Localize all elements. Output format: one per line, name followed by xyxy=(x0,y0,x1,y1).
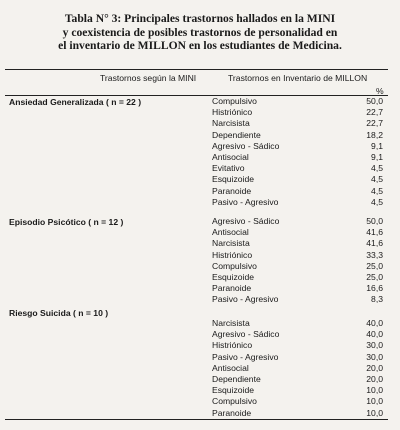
disorder-name: Compulsivo xyxy=(212,396,257,407)
percent-value: 33,3 xyxy=(366,249,383,260)
table-row xyxy=(0,216,400,227)
percent-value: 4,5 xyxy=(371,196,383,207)
group-label: Ansiedad Generalizada ( n = 22 ) xyxy=(9,97,142,107)
percent-value: 50,0 xyxy=(366,96,383,106)
percent-value: 9,1 xyxy=(371,152,383,162)
disorder-name: Dependiente xyxy=(212,374,261,384)
percent-value: 25,0 xyxy=(366,260,383,271)
percent-value: 8,3 xyxy=(371,294,383,305)
percent-value: 40,0 xyxy=(366,318,383,328)
percent-value: 40,0 xyxy=(366,329,383,340)
table-row xyxy=(0,107,400,118)
table-row xyxy=(0,96,400,107)
percent-value: 10,0 xyxy=(366,396,383,407)
table-row xyxy=(0,130,400,141)
disorder-name: Dependiente xyxy=(212,129,261,140)
percent-value: 4,5 xyxy=(371,174,383,185)
column-header-millon: Trastornos en Inventario de MILLON xyxy=(228,73,368,83)
table-row xyxy=(0,163,400,174)
table-row xyxy=(0,174,400,185)
bottom-rule xyxy=(5,419,388,420)
table-row xyxy=(0,294,400,305)
table-title-line-2: y coexistencia de posibles trastornos de personalidad en xyxy=(62,25,338,39)
disorder-name: Paranoide xyxy=(212,185,252,196)
percent-value: 41,6 xyxy=(366,227,383,238)
table-title-line-1: Tabla N° 3: Principales trastornos hallados en la MINI xyxy=(64,12,336,25)
table-row xyxy=(0,363,400,374)
percent-value: 9,1 xyxy=(371,140,383,151)
disorder-name: Paranoide xyxy=(212,407,252,418)
percent-value: 4,5 xyxy=(371,163,383,174)
percent-value: 20,0 xyxy=(366,374,383,384)
column-header-mini: Trastornos según la MINI xyxy=(100,73,197,83)
table-row xyxy=(0,118,400,129)
group-label: Episodio Psicótico ( n = 12 ) xyxy=(9,217,124,227)
table-row xyxy=(0,152,400,163)
table-row xyxy=(0,250,400,261)
disorder-name: Agresivo - Sádico xyxy=(212,216,280,226)
percent-value: 20,0 xyxy=(366,362,383,373)
table-row xyxy=(0,283,400,294)
disorder-name: Antisocial xyxy=(212,362,249,373)
table-row xyxy=(0,352,400,363)
table-row xyxy=(0,272,400,283)
percent-value: 10,0 xyxy=(366,385,383,396)
disorder-name: Agresivo - Sádico xyxy=(212,329,280,340)
disorder-name: Pasivo - Agresivo xyxy=(212,196,279,207)
table-title xyxy=(0,12,400,53)
percent-unit: % xyxy=(376,86,384,96)
disorder-name: Esquizoide xyxy=(212,385,255,396)
disorder-name: Pasivo - Agresivo xyxy=(212,351,279,362)
percent-value: 22,7 xyxy=(366,107,383,118)
disorder-name: Narcisista xyxy=(212,318,250,328)
percent-value: 10,0 xyxy=(366,407,383,418)
disorder-name: Agresivo - Sádico xyxy=(212,140,280,151)
disorder-name: Paranoide xyxy=(212,283,252,294)
table-row xyxy=(0,385,400,396)
group-label: Riesgo Suicida ( n = 10 ) xyxy=(9,308,109,318)
disorder-name: Histriónico xyxy=(212,107,253,118)
percent-value: 25,0 xyxy=(366,272,383,282)
top-rule xyxy=(5,69,388,70)
disorder-name: Compulsivo xyxy=(212,260,257,271)
disorder-name: Esquizoide xyxy=(212,174,255,185)
table-row xyxy=(0,186,400,197)
percent-value: 16,6 xyxy=(366,283,383,294)
table-row xyxy=(0,340,400,351)
disorder-name: Narcisista xyxy=(212,238,250,249)
table-row xyxy=(0,408,400,419)
percent-value: 4,5 xyxy=(371,185,383,196)
table-row xyxy=(0,141,400,152)
table-row xyxy=(0,238,400,249)
disorder-name: Narcisista xyxy=(212,118,250,129)
percent-value: 30,0 xyxy=(366,340,383,351)
disorder-name: Histriónico xyxy=(212,249,253,260)
table-row xyxy=(0,227,400,238)
disorder-name: Pasivo - Agresivo xyxy=(212,294,279,305)
table-row xyxy=(0,197,400,208)
disorder-name: Evitativo xyxy=(212,163,245,174)
table-row xyxy=(0,318,400,329)
table-row xyxy=(0,329,400,340)
table-row xyxy=(0,396,400,407)
percent-value: 18,2 xyxy=(366,129,383,140)
percent-value: 30,0 xyxy=(366,351,383,362)
percent-value: 22,7 xyxy=(366,118,383,129)
disorder-name: Compulsivo xyxy=(212,96,257,106)
table-title-line-3: el inventario de MILLON en los estudiantes de Medicina. xyxy=(58,39,342,53)
disorder-name: Esquizoide xyxy=(212,272,255,282)
table-row xyxy=(0,261,400,272)
disorder-name: Histriónico xyxy=(212,340,253,351)
disorder-name: Antisocial xyxy=(212,152,249,162)
percent-value: 50,0 xyxy=(366,216,383,226)
percent-value: 41,6 xyxy=(366,238,383,249)
table-row xyxy=(0,374,400,385)
disorder-name: Antisocial xyxy=(212,227,249,238)
